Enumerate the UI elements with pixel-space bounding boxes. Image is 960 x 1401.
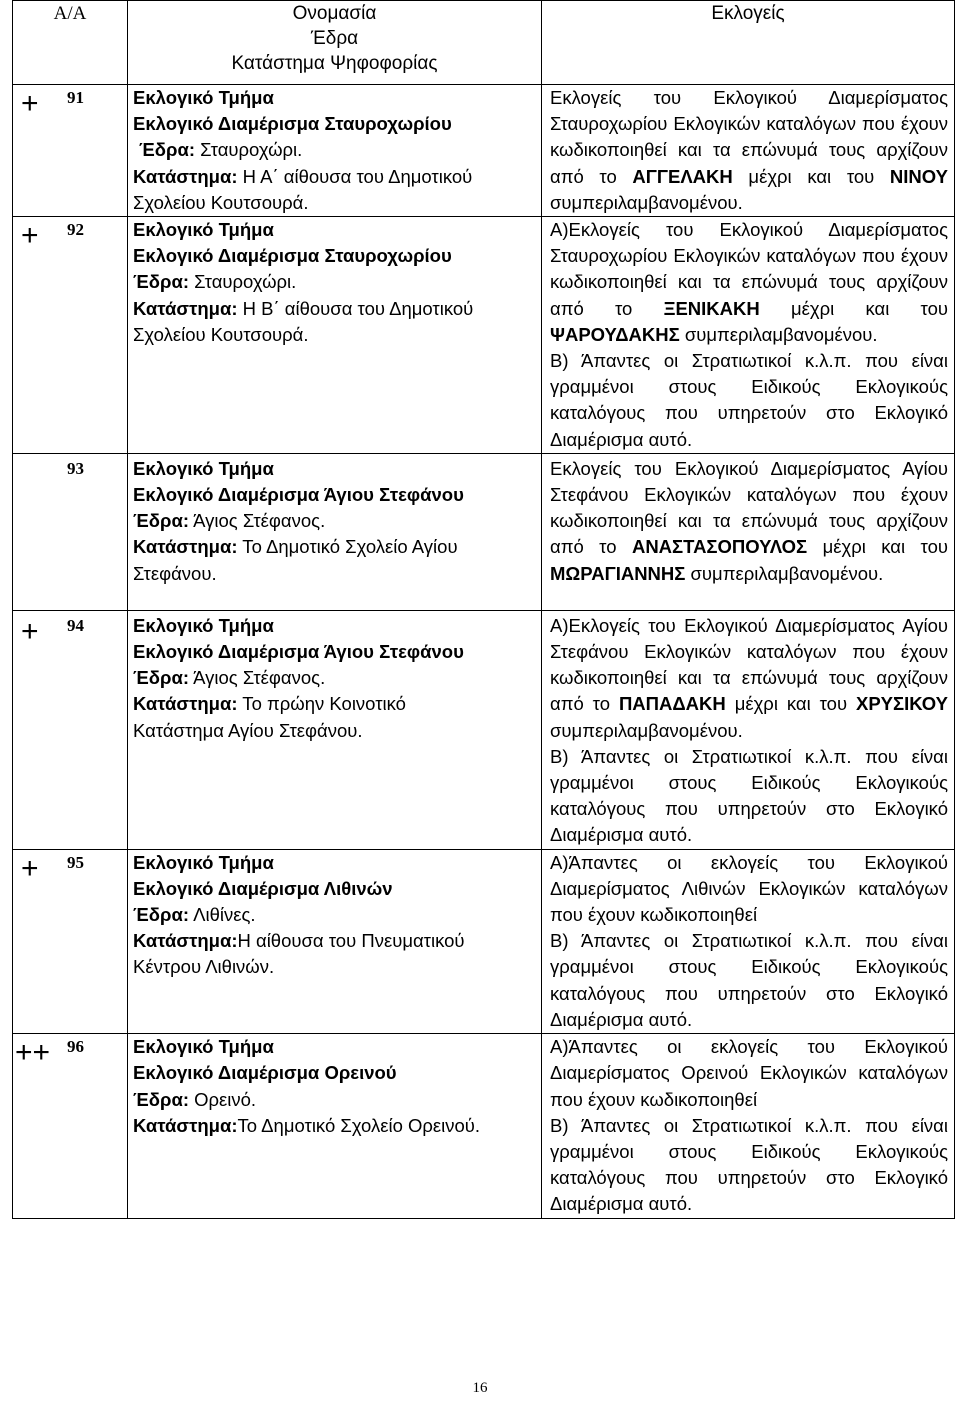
elections-text-c: μέχρι και του [807,536,948,558]
polling-stations-table [12,0,955,1219]
row-store-line2: Κέντρου Λιθινών. [133,956,275,978]
row-title: Εκλογικό Τμήμα [133,87,274,108]
row-district: Εκλογικό Διαμέρισμα Άγιου Στεφάνου [133,641,464,663]
header-elections: Εκλογείς [542,1,955,85]
row-name-cell [128,849,542,1033]
row-store-line2: Σχολείου Κουτσουρά. [133,191,309,213]
row-military-text: Β) Άπαντες οι Στρατιωτικοί κ.λ.π. που είναι γραμμένοι στους Ειδικούς Εκλογικούς καταλόγους που υπηρετούν στο Εκλογικό Διαμέρισμα αυτό. [550,745,948,846]
row-elections-text [550,613,948,744]
row-title: Εκλογικό Τμήμα [133,457,274,479]
elections-text-a: Εκλογείς του Εκλογικού Διαμερίσματος Αγίου Στεφάνου Εκλογικών καταλόγων που έχουν κωδικοποιηθεί και τα επώνυμά τους αρχίζουν από το [550,457,948,558]
row-title: Εκλογικό Τμήμα [133,851,274,873]
row-aa-cell [13,849,128,1033]
row-store-label: Κατάστημα: [133,930,238,952]
row-store-label: Κατάστημα: [133,165,238,187]
elections-text-a: Α)Εκλογείς του Εκλογικού Διαμερίσματος Αγίου Στεφάνου Εκλογικών καταλόγων που έχουν κωδικοποιηθεί και τα επώνυμά τους αρχίζουν από το [550,614,948,715]
table-header-row [13,1,955,85]
row-district: Εκλογικό Διαμέρισμα Σταυροχωρίου [133,245,452,267]
row-number: 95 [67,852,84,872]
row-elections-cell [542,849,955,1033]
elections-text-a: Α)Εκλογείς του Εκλογικού Διαμερίσματος Σταυροχωρίου Εκλογικών καταλόγων που έχουν κωδικοποιηθεί και τα επώνυμά τους αρχίζουν από το [550,219,948,319]
row-elections-text: Α)Άπαντες οι εκλογείς του Εκλογικού Διαμερίσματος Ορεινού Εκλογικών καταλόγων που έχουν κωδικοποιηθεί [550,1036,948,1110]
row-store-label: Κατάστημα: [133,693,238,715]
row-seat: Σταυροχώρι. [194,139,303,161]
row-store: Το Δημοτικό Σχολείο Ορεινού. [237,1114,481,1136]
row-store: Η Β΄ αίθουσα του Δημοτικού [237,297,474,319]
row-store-label: Κατάστημα: [133,1114,238,1136]
elections-to-name: ΝΙΝΟΥ [889,165,948,187]
row-seat: Σταυροχώρι. [188,271,297,293]
row-elections-cell [542,217,955,454]
row-number: 96 [67,1037,84,1057]
row-name-cell [128,217,542,454]
row-seat-label: Έδρα: [139,139,195,161]
elections-text-c: μέχρι και του [725,693,856,715]
table-row [13,217,955,454]
row-mark: + [21,851,39,885]
row-number: 91 [67,88,84,107]
row-number: 92 [67,220,84,240]
row-aa-cell [13,453,128,610]
row-district: Εκλογικό Διαμέρισμα Άγιου Στεφάνου [133,484,464,506]
row-store: Η αίθουσα του Πνευματικού [237,930,465,952]
elections-text-e: συμπεριλαμβανομένου. [550,191,743,213]
elections-text-a: Εκλογείς του Εκλογικού Διαμερίσματος Σταυροχωρίου Εκλογικών καταλόγων που έχουν κωδικοποιηθεί και τα επώνυμά τους αρχίζουν από το [550,87,948,187]
row-title: Εκλογικό Τμήμα [133,614,274,636]
header-name [128,1,542,85]
row-store: Το Δημοτικό Σχολείο Αγίου [237,536,458,558]
row-mark: + [21,614,39,648]
row-store-label: Κατάστημα: [133,297,238,319]
row-elections-cell [542,1034,955,1218]
row-seat-label: Έδρα: [133,1088,189,1110]
row-store-line2: Στεφάνου. [133,562,217,584]
row-elections-text [550,85,948,216]
row-mark: + [21,87,39,120]
row-aa-cell [13,1034,128,1218]
elections-from-name: ΠΑΠΑΔΑΚΗ [618,693,726,715]
header-name-line1: Ονομασία [292,3,377,24]
elections-from-name: ΑΝΑΣΤΑΣΟΠΟΥΛΟΣ [631,536,808,558]
elections-to-name: ΧΡΥΣΙΚΟΥ [856,693,948,715]
elections-text-e: συμπεριλαμβανομένου. [679,323,878,345]
elections-text-c: μέχρι και του [759,297,948,319]
row-elections-cell [542,85,955,217]
row-elections-cell [542,610,955,849]
elections-from-name: ΞΕΝΙΚΑΚΗ [663,297,760,319]
row-title: Εκλογικό Τμήμα [133,1036,274,1058]
table-row [13,453,955,610]
table-row [13,85,955,217]
row-name-cell [128,1034,542,1218]
row-elections-text [550,217,948,348]
row-military-text: Β) Άπαντες οι Στρατιωτικοί κ.λ.π. που είναι γραμμένοι στους Ειδικούς Εκλογικούς καταλόγους που υπηρετούν στο Εκλογικό Διαμέρισμα αυτό. [550,930,948,1030]
elections-text-e: συμπεριλαμβανομένου. [550,719,743,741]
row-seat-label: Έδρα: [133,904,189,926]
row-store-line2: Κατάστημα Αγίου Στεφάνου. [133,719,363,741]
row-name-cell [128,610,542,849]
row-mark: + [21,219,39,253]
table-row [13,1034,955,1218]
row-seat: Άγιος Στέφανος. [188,510,326,532]
row-military-text: Β) Άπαντες οι Στρατιωτικοί κ.λ.π. που είναι γραμμένοι στους Ειδικούς Εκλογικούς καταλόγους που υπηρετούν στο Εκλογικό Διαμέρισμα αυτό. [550,350,948,450]
header-name-line3: Κατάστημα Ψηφοφορίας [231,53,438,74]
row-seat: Λιθίνες. [188,904,256,926]
row-number: 94 [67,615,84,635]
row-number: 93 [67,458,84,478]
row-district: Εκλογικό Διαμέρισμα Ορεινού [133,1062,397,1084]
header-aa: Α/Α [13,1,128,85]
page-number: 16 [472,1380,488,1396]
row-aa-cell [13,217,128,454]
elections-text-c: μέχρι και του [732,165,890,187]
row-district: Εκλογικό Διαμέρισμα Σταυροχωρίου [133,113,452,135]
row-store-line2: Σχολείου Κουτσουρά. [133,323,309,345]
row-mark: ++ [15,1036,51,1070]
row-elections-cell [542,453,955,610]
row-aa-cell [13,610,128,849]
row-seat-label: Έδρα: [133,667,189,689]
row-seat-label: Έδρα: [133,510,189,532]
row-store-label: Κατάστημα: [133,536,238,558]
row-title: Εκλογικό Τμήμα [133,219,274,241]
elections-to-name: ΨΑΡΟΥΔΑΚΗΣ [550,323,680,345]
row-aa-cell [13,85,128,217]
header-name-line2: Έδρα [310,28,359,49]
row-seat: Άγιος Στέφανος. [188,667,326,689]
row-store: Το πρώην Κοινοτικό [237,693,406,715]
elections-from-name: ΑΓΓΕΛΑΚΗ [632,165,733,187]
row-seat-label: Έδρα: [133,271,189,293]
table-row [13,849,955,1033]
table-row [13,610,955,849]
row-elections-text: Α)Άπαντες οι εκλογείς του Εκλογικού Διαμερίσματος Λιθινών Εκλογικών καταλόγων που έχουν κωδικοποιηθεί [550,851,948,926]
elections-text-e: συμπεριλαμβανομένου. [685,562,884,584]
row-district: Εκλογικό Διαμέρισμα Λιθινών [133,877,393,899]
row-elections-text [550,456,948,587]
elections-to-name: ΜΩΡΑΓΙΑΝΝΗΣ [550,562,686,584]
row-name-cell [128,453,542,610]
row-store: Η Α΄ αίθουσα του Δημοτικού [237,165,473,187]
row-name-cell [128,85,542,217]
row-seat: Ορεινό. [188,1088,257,1110]
row-military-text: Β) Άπαντες οι Στρατιωτικοί κ.λ.π. που είναι γραμμένοι στους Ειδικούς Εκλογικούς καταλόγους που υπηρετούν στο Εκλογικό Διαμέρισμα αυτό. [550,1114,948,1215]
